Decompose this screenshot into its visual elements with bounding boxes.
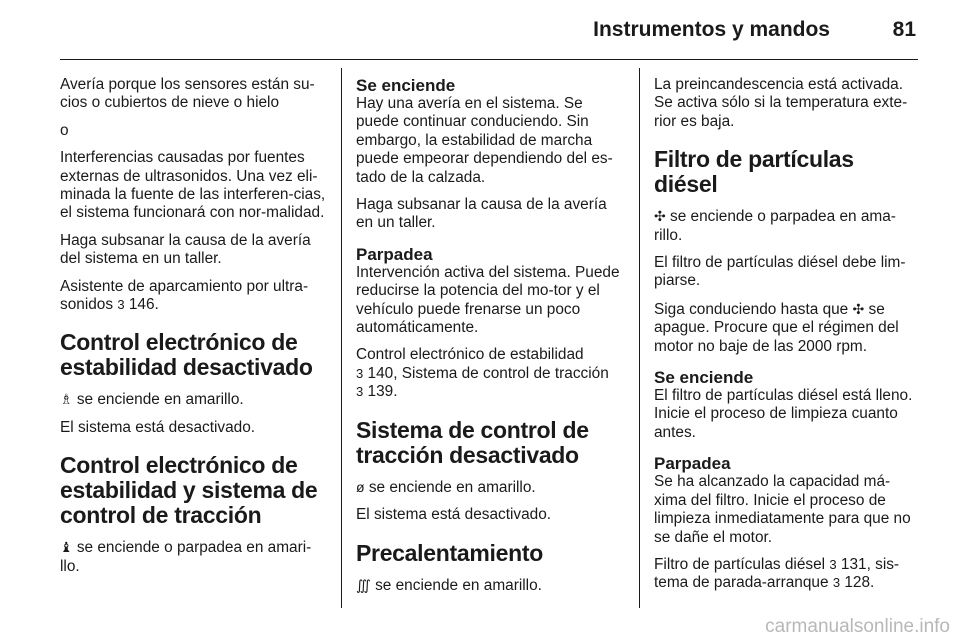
paragraph: El filtro de partículas diésel debe lim-piarse. (654, 254, 906, 290)
paragraph: El filtro de partículas diésel está lleno. Inicie el proceso de limpieza cuanto antes. (654, 387, 913, 441)
paragraph: o (60, 121, 69, 139)
preheat-coil-icon: ∭ (356, 576, 371, 593)
paragraph: Control electrónico de estabilidad 3 140, Sistema de control de tracción 3 139. (356, 346, 609, 401)
page-number: 81 (892, 18, 916, 41)
page-reference-link[interactable]: 140, Sistema de control de tracción (367, 364, 609, 382)
page-reference-arrow-icon: 3 (829, 556, 837, 572)
column-2 (356, 76, 622, 604)
esc-tc-icon: ♝ (60, 539, 73, 556)
page-reference-arrow-icon: 3 (832, 575, 841, 591)
paragraph: Hay una avería en el sistema. Se puede continuar conduciendo. Sin embargo, la estabilidad de marcha puede empeorar dependiendo del es-tado de la calzada. (356, 95, 613, 186)
paragraph: El sistema está desactivado. (356, 506, 552, 524)
paragraph: Interferencias causadas por fuentes externas de ultrasonidos. Una vez eli-minada la fuente de las interferen-cias, el sistema funcionará con nor-malidad. (60, 149, 326, 222)
subsection-heading: Parpadea (654, 454, 731, 474)
page-reference-link[interactable]: 146. (128, 296, 159, 314)
paragraph: Haga subsanar la causa de la avería en un taller. (356, 196, 607, 232)
page-reference-arrow-icon: 3 (117, 297, 125, 313)
paragraph: El sistema está desactivado. (60, 418, 256, 436)
subsection-heading: Se enciende (356, 76, 456, 95)
subsection-heading: Parpadea (356, 244, 433, 264)
paragraph: ♗ se enciende en amarillo. (60, 391, 244, 409)
paragraph: Intervención activa del sistema. Puede reducirse la potencia del mo-tor y el vehículo puede frenarse un poco automáticamente. (356, 263, 620, 337)
page-header-title: Instrumentos y mandos (593, 18, 830, 41)
paragraph: Avería porque los sensores están su-cios o cubiertos de nieve o hielo (60, 76, 315, 112)
paragraph: Siga conduciendo hasta que ✣ se apague. Procure que el régimen del motor no baje de las 2000 rpm. (654, 300, 899, 355)
esc-off-icon: ♗ (60, 391, 73, 408)
diesel-particle-filter-icon: ✣ (654, 208, 666, 225)
page-reference-link[interactable]: 139. (367, 383, 398, 401)
subsection-heading: Se enciende (654, 368, 754, 388)
paragraph: Se ha alcanzado la capacidad má-xima del filtro. Inicie el proceso de limpieza inmediatamente para que no se dañe el motor. (654, 473, 911, 546)
header-rule (60, 59, 918, 60)
column-3 (654, 76, 920, 602)
page-reference-link[interactable]: 128. (844, 574, 875, 592)
page-reference-arrow-icon: 3 (356, 365, 364, 381)
paragraph: ø se enciende en amarillo. (356, 478, 536, 496)
tc-off-icon: ø (356, 478, 365, 495)
paragraph: ♝ se enciende o parpadea en amari-llo. (60, 539, 312, 575)
paragraph: ✣ se enciende o parpadea en ama-rillo. (654, 208, 896, 244)
column-1 (60, 76, 326, 585)
paragraph: La preincandescencia está activada. Se activa sólo si la temperatura exte-rior es baja. (654, 76, 908, 130)
paragraph: Filtro de partículas diésel 3 131, sis-tema de parada-arranque 3 128. (654, 555, 900, 592)
page-reference-arrow-icon: 3 (356, 384, 364, 400)
paragraph: Haga subsanar la causa de la avería del sistema en un taller. (60, 231, 311, 268)
paragraph (60, 278, 326, 315)
diesel-particle-filter-icon: ✣ (852, 300, 865, 317)
page-reference-link[interactable]: 131, sis-tema de parada-arranque (654, 555, 900, 592)
column-divider-2 (639, 68, 640, 608)
section-heading: Filtro de partículas diésel (654, 146, 854, 198)
section-heading: Control electrónico de estabilidad desactivado (60, 329, 313, 381)
section-heading: Precalentamiento (356, 539, 543, 566)
section-heading: Control electrónico de estabilidad y sistema de control de tracción (60, 452, 318, 529)
watermark-footer: carmanualsonline.info (765, 616, 950, 637)
paragraph-text: Asistente de aparcamiento por ultra-sonidos (60, 277, 309, 314)
column-divider-1 (341, 68, 342, 608)
section-heading: Sistema de control de tracción desactivado (356, 416, 589, 468)
paragraph: ∭ se enciende en amarillo. (356, 576, 542, 594)
